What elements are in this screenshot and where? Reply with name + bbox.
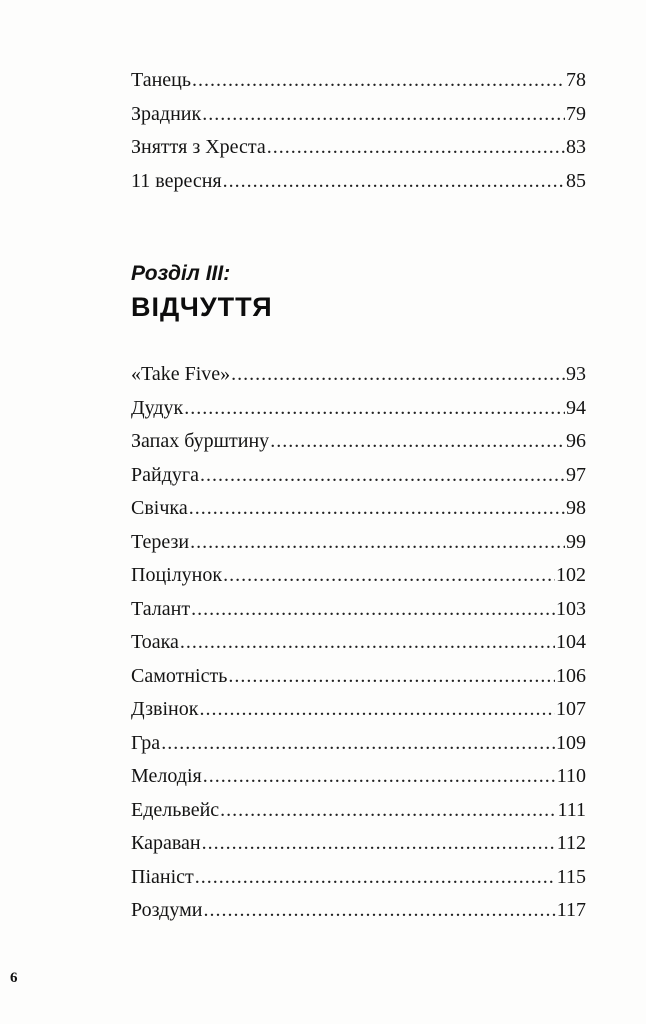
toc-entry (131, 894, 586, 928)
toc-entry (131, 64, 586, 98)
toc-entry (131, 827, 586, 861)
toc-entry (131, 861, 586, 895)
toc-entry-page: 98 (566, 497, 586, 519)
toc-dot-leader (231, 358, 565, 392)
toc-dot-leader (199, 693, 555, 727)
toc-entry-title: Мелодія (131, 765, 202, 787)
toc-dot-leader (223, 165, 565, 199)
toc-entry-page: 107 (556, 698, 586, 720)
toc-entry-page: 78 (566, 69, 586, 91)
toc-entry (131, 98, 586, 132)
toc-dot-leader (180, 626, 555, 660)
toc-dot-leader (223, 559, 555, 593)
toc-entry-title: Запах бурштину (131, 430, 270, 452)
toc-entry-page: 97 (566, 463, 586, 486)
toc-dot-leader (189, 492, 565, 526)
toc-entry-page: 96 (566, 430, 586, 452)
toc-dot-leader (190, 526, 565, 560)
toc-entry-title: Дудук (131, 396, 184, 419)
section-label: Розділ III: (131, 262, 231, 285)
toc-dot-leader (202, 827, 556, 861)
toc-entry-title: Самотність (131, 664, 228, 687)
toc-entry-page: 102 (556, 564, 586, 586)
toc-entry (131, 794, 586, 828)
toc-entry (131, 459, 586, 493)
toc-entry-title: «Take Five» (131, 363, 231, 385)
toc-entry-page: 111 (557, 798, 586, 821)
toc-entry (131, 425, 586, 459)
toc-entry-page: 115 (556, 865, 586, 888)
toc-entry (131, 593, 586, 627)
toc-entry (131, 626, 586, 660)
toc-entry-page: 94 (566, 396, 586, 419)
toc-dot-leader (161, 727, 555, 761)
toc-dot-leader (200, 459, 565, 493)
toc-dot-leader (191, 593, 555, 627)
toc-entry (131, 559, 586, 593)
toc-entry (131, 760, 586, 794)
toc-entry-title: Роздуми (131, 899, 203, 921)
toc-entry-title: 11 вересня (131, 169, 222, 192)
toc-dot-leader (267, 131, 565, 165)
toc-entry-title: Тоака (131, 631, 179, 653)
toc-entry (131, 526, 586, 560)
toc-entry-page: 103 (556, 597, 586, 620)
toc-entry-page: 85 (566, 169, 586, 192)
toc-entry-page: 112 (556, 832, 586, 854)
toc-entry-page: 99 (566, 530, 586, 553)
toc-entry-title: Едельвейс (131, 798, 220, 821)
toc-list-bottom (131, 358, 586, 928)
toc-entry-title: Райдуга (131, 463, 199, 486)
toc-entry-title: Терези (131, 530, 190, 553)
toc-entry-page: 104 (556, 631, 586, 653)
toc-entry-page: 109 (556, 731, 586, 754)
toc-dot-leader (203, 760, 556, 794)
toc-entry-title: Дзвінок (131, 698, 199, 720)
toc-dot-leader (270, 425, 565, 459)
toc-dot-leader (192, 64, 565, 98)
toc-entry-title: Піаніст (131, 865, 194, 888)
toc-entry-title: Караван (131, 832, 201, 854)
toc-entry (131, 492, 586, 526)
toc-dot-leader (184, 392, 565, 426)
toc-entry-page: 83 (566, 136, 586, 158)
toc-dot-leader (203, 894, 555, 928)
toc-entry-title: Зняття з Хреста (131, 136, 266, 158)
toc-entry (131, 693, 586, 727)
toc-entry (131, 358, 586, 392)
toc-dot-leader (220, 794, 556, 828)
toc-entry-title: Танець (131, 69, 191, 91)
toc-entry-page: 79 (566, 102, 586, 125)
toc-entry-title: Гра (131, 731, 161, 754)
toc-dot-leader (195, 861, 556, 895)
toc-entry-page: 93 (566, 363, 586, 385)
toc-entry (131, 727, 586, 761)
toc-entry-page: 117 (556, 899, 586, 921)
toc-entry (131, 131, 586, 165)
toc-dot-leader (202, 98, 565, 132)
page-number: 6 (10, 970, 18, 986)
toc-dot-leader (228, 660, 555, 694)
toc-entry-page: 110 (556, 765, 586, 787)
toc-entry-title: Талант (131, 597, 191, 620)
section-title: ВІДЧУТТЯ (131, 292, 273, 322)
toc-entry-title: Поцілунок (131, 564, 223, 586)
toc-entry (131, 660, 586, 694)
toc-list-top (131, 64, 586, 198)
toc-entry-page: 106 (556, 664, 586, 687)
toc-entry-title: Свічка (131, 497, 188, 519)
toc-entry (131, 165, 586, 199)
toc-entry (131, 392, 586, 426)
toc-entry-title: Зрадник (131, 102, 202, 125)
